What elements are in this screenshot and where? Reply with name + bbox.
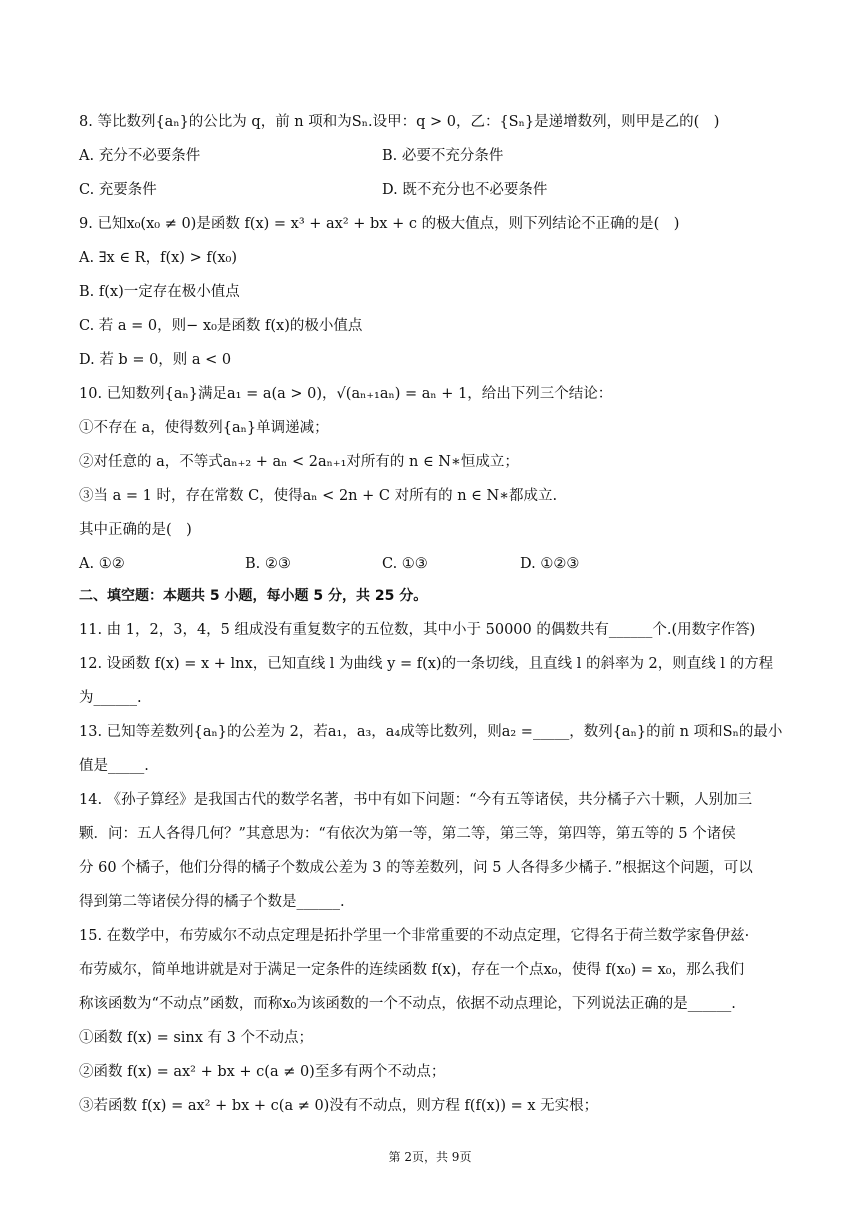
- question-10-option-b: B. ②③: [245, 556, 291, 572]
- question-9-stem: 9. 已知x₀(x₀ ≠ 0)是函数 f(x) = x³ + ax² + bx + c 的极大值点，则下列结论不正确的是( ): [79, 216, 680, 232]
- question-12-line-2: 为______.: [79, 690, 142, 706]
- question-11: 11. 由 1，2，3，4，5 组成没有重复数字的五位数，其中小于 50000 的偶数共有______个.(用数字作答): [79, 622, 756, 638]
- question-10-ask: 其中正确的是( ): [79, 522, 192, 538]
- question-8-option-a: A. 充分不必要条件: [79, 148, 201, 164]
- question-12-line-1: 12. 设函数 f(x) = x + lnx，已知直线 l 为曲线 y = f(x)的一条切线，且直线 l 的斜率为 2，则直线 l 的方程: [79, 656, 774, 672]
- question-8-option-c: C. 充要条件: [79, 182, 157, 198]
- question-15-statement-1: ①函数 f(x) = sinx 有 3 个不动点；: [79, 1030, 313, 1046]
- question-10-stem: 10. 已知数列{aₙ}满足a₁ = a(a > 0)，√(aₙ₊₁aₙ) = aₙ + 1，给出下列三个结论：: [79, 386, 613, 402]
- question-9-option-b: B. f(x)一定存在极小值点: [79, 284, 240, 300]
- question-15-statement-3: ③若函数 f(x) = ax² + bx + c(a ≠ 0)没有不动点，则方程 f(f(x)) = x 无实根；: [79, 1098, 599, 1114]
- question-8-option-b: B. 必要不充分条件: [382, 148, 504, 164]
- question-14-line-4: 得到第二等诸侯分得的橘子个数是______.: [79, 894, 345, 910]
- question-14-line-2: 颗．问：五人各得几何？”其意思为：“有依次为第一等，第二等，第三等，第四等，第五等的 5 个诸侯: [79, 826, 736, 842]
- question-14-line-3: 分 60 个橘子，他们分得的橘子个数成公差为 3 的等差数列，问 5 人各得多少橘子．”根据这个问题，可以: [79, 860, 753, 876]
- question-15-line-1: 15. 在数学中，布劳威尔不动点定理是拓扑学里一个非常重要的不动点定理，它得名于荷兰数学家鲁伊兹·: [79, 928, 750, 944]
- question-9-option-d: D. 若 b = 0，则 a < 0: [79, 352, 232, 368]
- question-15-statement-2: ②函数 f(x) = ax² + bx + c(a ≠ 0)至多有两个不动点；: [79, 1064, 446, 1080]
- question-10-statement-2: ②对任意的 a，不等式aₙ₊₂ + aₙ < 2aₙ₊₁对所有的 n ∈ N∗恒成立；: [79, 454, 519, 470]
- question-10-option-c: C. ①③: [382, 556, 428, 572]
- question-10-option-a: A. ①②: [79, 556, 125, 572]
- question-13-line-1: 13. 已知等差数列{aₙ}的公差为 2，若a₁，a₃，a₄成等比数列，则a₂ =_____，数列{aₙ}的前 n 项和Sₙ的最小: [79, 724, 783, 740]
- question-10-statement-3: ③当 a = 1 时，存在常数 C，使得aₙ < 2n + C 对所有的 n ∈ N∗都成立.: [79, 488, 558, 504]
- question-10-option-d: D. ①②③: [520, 556, 580, 572]
- question-8-option-d: D. 既不充分也不必要条件: [382, 182, 548, 198]
- question-15-line-2: 布劳威尔，简单地讲就是对于满足一定条件的连续函数 f(x)，存在一个点x₀，使得 f(x₀) = x₀，那么我们: [79, 962, 745, 978]
- section-heading-fill-in: 二、填空题：本题共 5 小题，每小题 5 分，共 25 分。: [79, 588, 428, 604]
- question-8-stem: 8. 等比数列{aₙ}的公比为 q，前 n 项和为Sₙ.设甲：q > 0，乙：{Sₙ}是递增数列，则甲是乙的( ): [79, 114, 720, 130]
- question-13-line-2: 值是_____.: [79, 758, 149, 774]
- page-footer: 第 2页，共 9页: [388, 1150, 472, 1164]
- question-9-option-a: A. ∃x ∈ R，f(x) > f(x₀): [79, 250, 237, 266]
- question-14-line-1: 14. 《孙子算经》是我国古代的数学名著，书中有如下问题：“今有五等诸侯，共分橘子六十颗，人别加三: [79, 792, 753, 808]
- question-15-line-3: 称该函数为“不动点”函数，而称x₀为该函数的一个不动点，依据不动点理论，下列说法正确的是______.: [79, 996, 736, 1012]
- question-10-statement-1: ①不存在 a，使得数列{aₙ}单调递减；: [79, 420, 329, 436]
- question-9-option-c: C. 若 a = 0，则− x₀是函数 f(x)的极小值点: [79, 318, 363, 334]
